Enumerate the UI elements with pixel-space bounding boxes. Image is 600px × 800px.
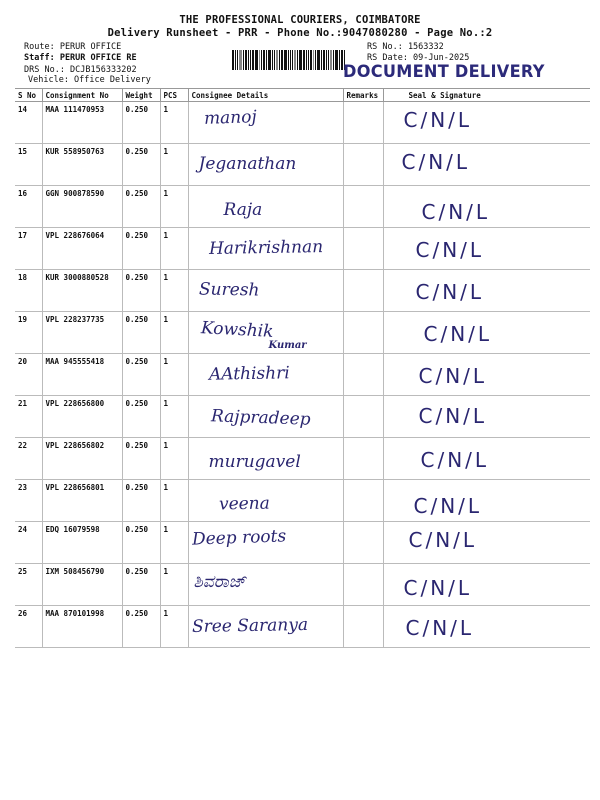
row-consignee-details bbox=[188, 228, 343, 270]
row-pcs: 1 bbox=[160, 606, 188, 648]
table-row bbox=[15, 270, 590, 312]
row-remarks bbox=[343, 522, 383, 564]
table-row bbox=[15, 144, 590, 186]
row-sno: 23 bbox=[15, 480, 42, 522]
row-seal-signature bbox=[383, 480, 590, 522]
consignee-signature: Sree Saranya bbox=[191, 614, 308, 638]
row-consignee-details bbox=[188, 438, 343, 480]
table-row bbox=[15, 354, 590, 396]
seal-signature-mark: C/N/L bbox=[415, 280, 485, 304]
seal-signature-mark: C/N/L bbox=[408, 528, 478, 552]
row-sno: 25 bbox=[15, 564, 42, 606]
row-consignment-no: KUR 3000880528 bbox=[42, 270, 122, 312]
consignee-signature: Kowshik bbox=[200, 318, 274, 342]
route-text: Route: PERUR OFFICE bbox=[24, 42, 122, 52]
row-consignee-details bbox=[188, 606, 343, 648]
table-row bbox=[15, 312, 590, 354]
table-row bbox=[15, 606, 590, 648]
row-consignment-no: GGN 900878590 bbox=[42, 186, 122, 228]
row-remarks bbox=[343, 186, 383, 228]
row-pcs: 1 bbox=[160, 522, 188, 564]
barcode bbox=[232, 50, 354, 70]
row-consignment-no: VPL 228676064 bbox=[42, 228, 122, 270]
row-seal-signature bbox=[383, 396, 590, 438]
header-weight: Weight bbox=[122, 89, 160, 102]
document-delivery-stamp: DOCUMENT DELIVERY bbox=[343, 62, 545, 82]
table-row bbox=[15, 480, 590, 522]
seal-signature-mark: C/N/L bbox=[403, 576, 473, 600]
row-sno: 15 bbox=[15, 144, 42, 186]
row-weight: 0.250 bbox=[122, 144, 160, 186]
row-seal-signature bbox=[383, 354, 590, 396]
row-seal-signature bbox=[383, 564, 590, 606]
row-weight: 0.250 bbox=[122, 480, 160, 522]
row-remarks bbox=[343, 144, 383, 186]
document-title: THE PROFESSIONAL COURIERS, COIMBATORE bbox=[179, 14, 421, 26]
row-weight: 0.250 bbox=[122, 522, 160, 564]
row-seal-signature bbox=[383, 606, 590, 648]
header-sno: S No bbox=[15, 89, 42, 102]
row-remarks bbox=[343, 480, 383, 522]
row-consignment-no: MAA 945555418 bbox=[42, 354, 122, 396]
row-consignee-details bbox=[188, 102, 343, 144]
consignee-signature: Deep roots bbox=[191, 526, 287, 550]
row-sno: 14 bbox=[15, 102, 42, 144]
row-weight: 0.250 bbox=[122, 438, 160, 480]
row-consignment-no: VPL 228656801 bbox=[42, 480, 122, 522]
row-remarks bbox=[343, 312, 383, 354]
row-consignment-no: KUR 558950763 bbox=[42, 144, 122, 186]
table-row bbox=[15, 438, 590, 480]
row-sno: 16 bbox=[15, 186, 42, 228]
header-consignee-details: Consignee Details bbox=[188, 89, 343, 102]
table-header-row bbox=[15, 89, 590, 102]
consignee-signature: AAthishri bbox=[208, 363, 290, 385]
row-consignee-details bbox=[188, 480, 343, 522]
row-sno: 17 bbox=[15, 228, 42, 270]
row-weight: 0.250 bbox=[122, 564, 160, 606]
row-consignee-details bbox=[188, 144, 343, 186]
row-sno: 19 bbox=[15, 312, 42, 354]
row-sno: 24 bbox=[15, 522, 42, 564]
row-seal-signature bbox=[383, 228, 590, 270]
seal-signature-mark: C/N/L bbox=[413, 494, 483, 518]
seal-signature-mark: C/N/L bbox=[420, 448, 490, 472]
consignee-signature: Rajpradeep bbox=[210, 406, 311, 430]
rs-number: RS No.: 1563332 bbox=[367, 42, 444, 52]
seal-signature-mark: C/N/L bbox=[421, 200, 491, 224]
row-weight: 0.250 bbox=[122, 396, 160, 438]
row-consignment-no: VPL 228656800 bbox=[42, 396, 122, 438]
row-seal-signature bbox=[383, 144, 590, 186]
seal-signature-mark: C/N/L bbox=[423, 322, 493, 346]
consignee-signature: Jeganathan bbox=[198, 154, 297, 174]
row-seal-signature bbox=[383, 312, 590, 354]
header-pcs: PCS bbox=[160, 89, 188, 102]
row-consignment-no: VPL 228237735 bbox=[42, 312, 122, 354]
drs-number: DRS No.: DCJB156333202 bbox=[24, 65, 137, 75]
row-consignee-details bbox=[188, 522, 343, 564]
row-sno: 18 bbox=[15, 270, 42, 312]
row-seal-signature bbox=[383, 102, 590, 144]
document-subtitle: Delivery Runsheet - PRR - Phone No.:9047080280 - Page No.:2 bbox=[107, 27, 493, 39]
row-seal-signature bbox=[383, 522, 590, 564]
consignee-signature: Suresh bbox=[198, 279, 260, 301]
seal-signature-mark: C/N/L bbox=[418, 364, 488, 388]
row-weight: 0.250 bbox=[122, 270, 160, 312]
row-remarks bbox=[343, 354, 383, 396]
row-pcs: 1 bbox=[160, 354, 188, 396]
rs-date: RS Date: 09-Jun-2025 bbox=[367, 53, 470, 63]
row-consignee-details bbox=[188, 354, 343, 396]
header-remarks: Remarks bbox=[343, 89, 383, 102]
consignee-signature: veena bbox=[218, 493, 270, 515]
header-consignment-no: Consignment No bbox=[42, 89, 122, 102]
consignee-signature: murugavel bbox=[208, 452, 301, 472]
row-sno: 20 bbox=[15, 354, 42, 396]
row-consignee-details bbox=[188, 312, 343, 354]
table-row bbox=[15, 396, 590, 438]
row-consignment-no: VPL 228656802 bbox=[42, 438, 122, 480]
consignee-signature: manoj bbox=[203, 107, 257, 129]
row-consignment-no: EDQ 16079598 bbox=[42, 522, 122, 564]
row-remarks bbox=[343, 606, 383, 648]
row-sno: 22 bbox=[15, 438, 42, 480]
row-pcs: 1 bbox=[160, 102, 188, 144]
consignee-signature: Raja bbox=[223, 200, 263, 220]
row-weight: 0.250 bbox=[122, 102, 160, 144]
row-weight: 0.250 bbox=[122, 228, 160, 270]
row-pcs: 1 bbox=[160, 228, 188, 270]
row-pcs: 1 bbox=[160, 438, 188, 480]
row-consignee-details bbox=[188, 186, 343, 228]
row-remarks bbox=[343, 564, 383, 606]
table-row bbox=[15, 186, 590, 228]
row-sno: 21 bbox=[15, 396, 42, 438]
staff-text: Staff: PERUR OFFICE RE bbox=[24, 53, 137, 63]
row-remarks bbox=[343, 396, 383, 438]
row-pcs: 1 bbox=[160, 564, 188, 606]
seal-signature-mark: C/N/L bbox=[418, 404, 488, 428]
row-seal-signature bbox=[383, 270, 590, 312]
consignee-signature-extra: Kumar bbox=[268, 340, 307, 351]
row-remarks bbox=[343, 102, 383, 144]
row-seal-signature bbox=[383, 186, 590, 228]
row-weight: 0.250 bbox=[122, 312, 160, 354]
table-row bbox=[15, 564, 590, 606]
row-pcs: 1 bbox=[160, 480, 188, 522]
table-row bbox=[15, 522, 590, 564]
row-pcs: 1 bbox=[160, 144, 188, 186]
row-consignee-details bbox=[188, 396, 343, 438]
row-pcs: 1 bbox=[160, 186, 188, 228]
row-pcs: 1 bbox=[160, 270, 188, 312]
row-pcs: 1 bbox=[160, 396, 188, 438]
table-row bbox=[15, 228, 590, 270]
row-weight: 0.250 bbox=[122, 606, 160, 648]
seal-signature-mark: C/N/L bbox=[403, 108, 473, 132]
row-sno: 26 bbox=[15, 606, 42, 648]
vehicle-text: Vehicle: Office Delivery bbox=[28, 75, 151, 85]
row-remarks bbox=[343, 228, 383, 270]
row-consignment-no: IXM 508456790 bbox=[42, 564, 122, 606]
row-weight: 0.250 bbox=[122, 354, 160, 396]
row-remarks bbox=[343, 438, 383, 480]
row-consignee-details bbox=[188, 564, 343, 606]
seal-signature-mark: C/N/L bbox=[415, 238, 485, 262]
consignee-signature: ಶಿವರಾಜ್ bbox=[193, 572, 246, 592]
row-consignee-details bbox=[188, 270, 343, 312]
row-consignment-no: MAA 111470953 bbox=[42, 102, 122, 144]
table-row bbox=[15, 102, 590, 144]
row-seal-signature bbox=[383, 438, 590, 480]
seal-signature-mark: C/N/L bbox=[401, 150, 471, 174]
header-seal-signature: Seal & Signature bbox=[383, 89, 590, 102]
row-pcs: 1 bbox=[160, 312, 188, 354]
row-consignment-no: MAA 870101998 bbox=[42, 606, 122, 648]
row-weight: 0.250 bbox=[122, 186, 160, 228]
row-remarks bbox=[343, 270, 383, 312]
seal-signature-mark: C/N/L bbox=[405, 616, 475, 640]
runsheet-table bbox=[15, 88, 590, 648]
consignee-signature: Harikrishnan bbox=[208, 237, 323, 259]
